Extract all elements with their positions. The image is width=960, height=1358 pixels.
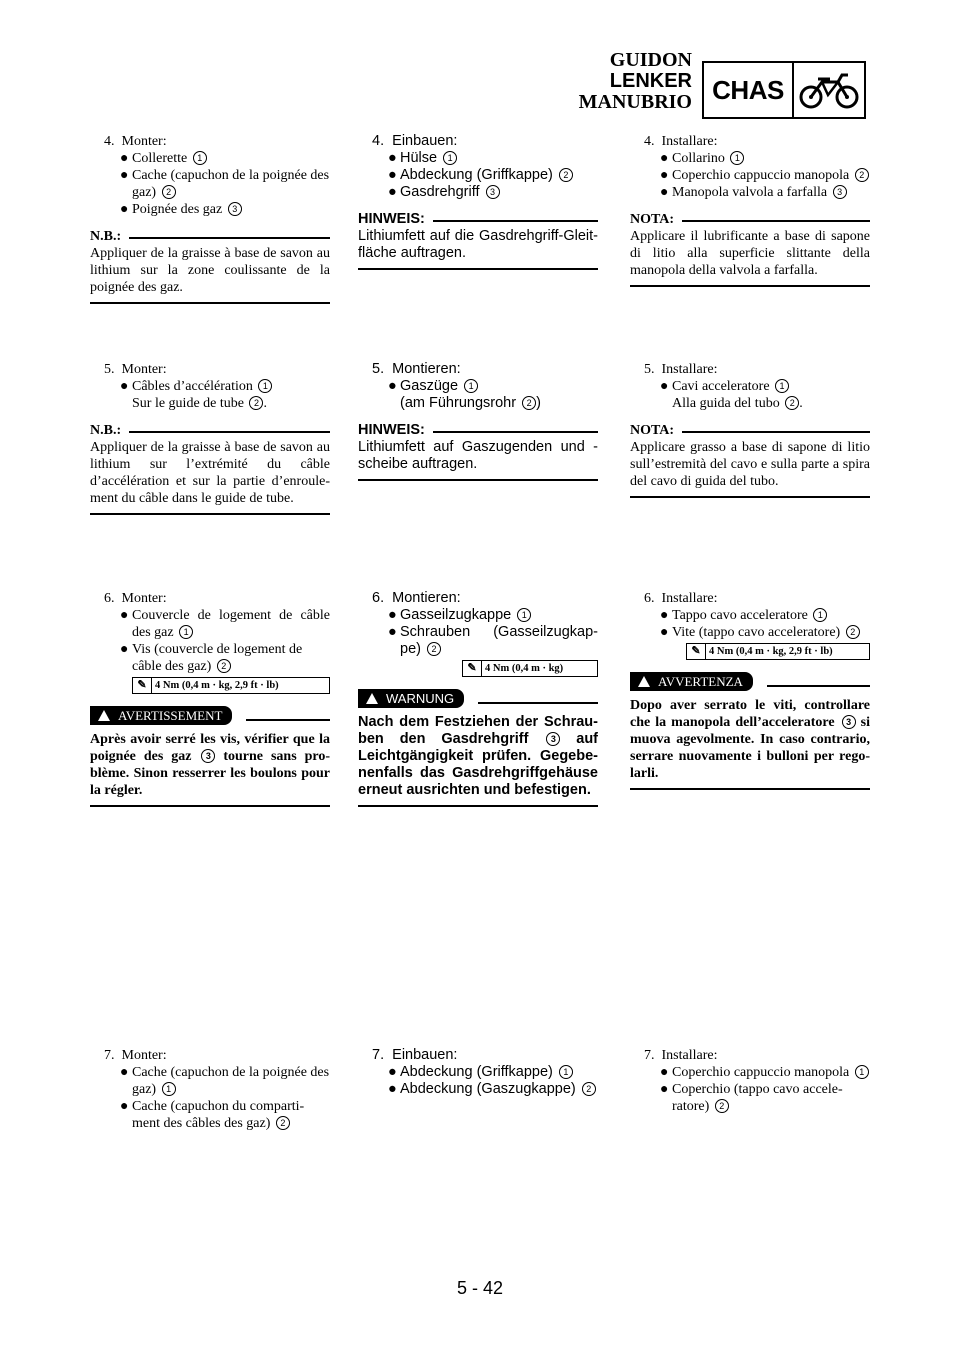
title-de: LENKER	[609, 70, 692, 92]
de-step-5	[358, 361, 598, 481]
callout-3: 3	[842, 715, 856, 729]
list-item: ● Abdeckung (Griffkappe) 2	[358, 167, 598, 184]
note-text: Applicare grasso a base di sapone di litio sull’estremità del cavo e sulla parte a spira del cavo di guida del tubo.	[630, 440, 870, 489]
list-item: ● Schrauben (Gasseilzugkap-pe) 2	[388, 624, 598, 657]
callout-2: 2	[162, 185, 176, 199]
callout-2: 2	[715, 1099, 729, 1113]
callout-3: 3	[228, 202, 242, 216]
callout-3: 3	[546, 732, 560, 746]
callout-1: 1	[813, 608, 827, 622]
list-item: ● Vite (tappo cavo acceleratore) 2	[630, 624, 870, 641]
list-item: ● Cavi acceleratore 1	[630, 378, 870, 395]
callout-3: 3	[201, 749, 215, 763]
list-item: ● Collarino 1	[630, 150, 870, 167]
callout-2: 2	[217, 659, 231, 673]
section-badge	[702, 61, 866, 119]
callout-1: 1	[775, 379, 789, 393]
callout-2: 2	[582, 1082, 596, 1096]
list-subitem: (am Führungsrohr 2 )	[400, 395, 541, 411]
note-heading: N.B.:	[90, 422, 330, 439]
callout-2: 2	[846, 625, 860, 639]
fr-step-7-head: 7. Monter:	[104, 1048, 167, 1063]
list-item: ● Collerette 1	[90, 150, 330, 167]
section-code: CHAS	[704, 63, 794, 117]
list-item: ● Cache (capuchon de la poignée des gaz) 2	[120, 168, 330, 200]
divider	[630, 496, 870, 498]
list-item: ● Câbles d’accélération 1	[90, 378, 330, 395]
torque-spec: ✎ 4 Nm (0,4 m · kg, 2,9 ft · lb)	[132, 677, 330, 694]
note-text: Applicare il lubrificante a base di sapone di litio alla superficie slittante della manopola della valvola a farfalla.	[630, 229, 870, 278]
callout-1: 1	[517, 608, 531, 622]
warning-text: Nach dem Festziehen der Schrau-ben den Gasdrehgriff 3 auf Leichtgängigkeit prüfen. Gegebe-nenfalls das Gasdrehgriffgehäuse erneut ausrichten und befestigen.	[358, 714, 598, 798]
warning-text: Dopo aver serrato le viti, controllare che la manopola dell’acceleratore 3 si muova agevolmente. In caso contrario, serrare nuovamente i bulloni per rego-larli.	[630, 698, 871, 781]
divider	[90, 805, 330, 807]
motorcycle-icon	[794, 63, 864, 117]
callout-3: 3	[486, 185, 500, 199]
list-item: ● Gasdrehgriff 3	[358, 184, 598, 201]
it-step-7-head: 7. Installare:	[644, 1048, 718, 1063]
de-step-7-head: 7. Einbauen:	[372, 1047, 458, 1063]
list-item: ● Coperchio (tappo cavo accele-ratore) 2	[660, 1082, 843, 1114]
note-text: Lithiumfett auf Gaszugenden und -scheibe auftragen.	[358, 439, 598, 472]
callout-1: 1	[464, 379, 478, 393]
torque-wrench-icon: ✎	[467, 662, 477, 674]
list-item: ● Hülse 1	[358, 150, 598, 167]
list-item: ● Couvercle de logement de câble des gaz 1	[120, 608, 330, 640]
fr-step-5-head: 5. Monter:	[104, 362, 167, 377]
note-heading: NOTA:	[630, 211, 870, 228]
divider	[90, 513, 330, 515]
list-subitem: Sur le guide de tube 2 .	[132, 396, 267, 411]
torque-wrench-icon: ✎	[691, 645, 701, 657]
divider	[358, 479, 598, 481]
callout-1: 1	[730, 151, 744, 165]
divider	[358, 268, 598, 270]
de-step-4	[358, 133, 598, 270]
fr-step-7	[90, 1047, 330, 1132]
fr-step-4-head: 4. Monter:	[104, 134, 167, 149]
title-fr: GUIDON	[609, 49, 692, 71]
it-step-4-head: 4. Installare:	[644, 134, 718, 149]
it-step-5-head: 5. Installare:	[644, 362, 718, 377]
callout-1: 1	[162, 1082, 176, 1096]
fr-step-4	[90, 133, 330, 304]
list-item: ● Vis (couvercle de logement de câble des gaz) 2	[120, 642, 303, 674]
callout-2: 2	[522, 396, 536, 410]
note-heading: HINWEIS:	[358, 422, 598, 439]
callout-1: 1	[179, 625, 193, 639]
callout-2: 2	[559, 168, 573, 182]
it-step-7	[630, 1047, 870, 1115]
list-subitem: Alla guida del tubo 2 .	[672, 396, 803, 411]
de-step-5-head: 5. Montieren:	[372, 361, 461, 377]
divider	[358, 805, 598, 807]
note-heading: N.B.:	[90, 228, 330, 245]
it-step-6	[630, 590, 870, 790]
note-heading: HINWEIS:	[358, 211, 598, 228]
page-number: 5 - 42	[456, 1278, 504, 1298]
title-it: MANUBRIO	[578, 91, 692, 113]
warning-triangle-icon	[638, 676, 650, 687]
section-titles	[579, 50, 692, 113]
list-item: ● Cache (capuchon de la poignée des gaz) 1	[120, 1065, 330, 1097]
divider	[630, 285, 870, 287]
list-item: ● Gaszüge 1	[358, 378, 598, 395]
list-item: ● Abdeckung (Gaszugkappe) 2	[358, 1081, 598, 1098]
it-step-6-head: 6. Installare:	[644, 591, 718, 606]
note-heading: NOTA:	[630, 422, 870, 439]
it-step-5	[630, 361, 870, 498]
note-text: Appliquer de la graisse à base de savon au lithium sur la zone coulissante de la poignée des gaz.	[90, 246, 330, 295]
fr-step-5	[90, 361, 330, 515]
list-item: ● Manopola valvola a farfalla 3	[630, 184, 870, 201]
de-step-6-head: 6. Montieren:	[372, 590, 461, 606]
it-step-4	[630, 133, 870, 287]
fr-step-6-head: 6. Monter:	[104, 591, 167, 606]
list-item: ● Coperchio cappuccio manopola 1	[630, 1064, 870, 1081]
list-item: ● Poignée des gaz 3	[90, 201, 330, 218]
callout-1: 1	[855, 1065, 869, 1079]
divider	[90, 302, 330, 304]
note-text: Appliquer de la graisse à base de savon au lithium sur l’extrémité du câble d’accélération et sur la partie d’enroule-ment du câble dans le guide de tube.	[90, 440, 330, 506]
warning-heading: AVVERTENZA	[630, 672, 870, 691]
de-step-4-head: 4. Einbauen:	[372, 133, 458, 149]
callout-1: 1	[258, 379, 272, 393]
torque-spec: ✎ 4 Nm (0,4 m · kg)	[462, 660, 598, 677]
list-item: ● Cache (capuchon du comparti-ment des câbles des gaz) 2	[120, 1099, 305, 1131]
callout-1: 1	[559, 1065, 573, 1079]
divider	[630, 788, 870, 790]
warning-triangle-icon	[98, 710, 110, 721]
callout-1: 1	[443, 151, 457, 165]
callout-2: 2	[276, 1116, 290, 1130]
fr-step-6	[90, 590, 330, 807]
callout-2: 2	[855, 168, 869, 182]
list-item: ● Tappo cavo acceleratore 1	[630, 607, 870, 624]
de-step-6	[358, 590, 598, 807]
warning-heading: WARNUNG	[358, 689, 598, 708]
list-item: ● Coperchio cappuccio manopola 2	[630, 167, 870, 184]
torque-wrench-icon: ✎	[137, 679, 147, 691]
callout-2: 2	[249, 396, 263, 410]
callout-1: 1	[193, 151, 207, 165]
list-item: ● Abdeckung (Griffkappe) 1	[358, 1064, 598, 1081]
note-text: Lithiumfett auf die Gasdrehgriff-Gleit-fläche auftragen.	[358, 228, 598, 261]
warning-heading: AVERTISSEMENT	[90, 706, 330, 725]
list-item: ● Gasseilzugkappe 1	[358, 607, 598, 624]
torque-spec: ✎ 4 Nm (0,4 m · kg, 2,9 ft · lb)	[686, 643, 870, 660]
de-step-7	[358, 1047, 598, 1098]
callout-2: 2	[785, 396, 799, 410]
callout-3: 3	[833, 185, 847, 199]
callout-2: 2	[427, 642, 441, 656]
warning-triangle-icon	[366, 693, 378, 704]
warning-text: Après avoir serré les vis, vérifier que la poignée des gaz 3 tourne sans pro-blème. Sinon resserrer les boulons pour la régler.	[90, 732, 331, 798]
